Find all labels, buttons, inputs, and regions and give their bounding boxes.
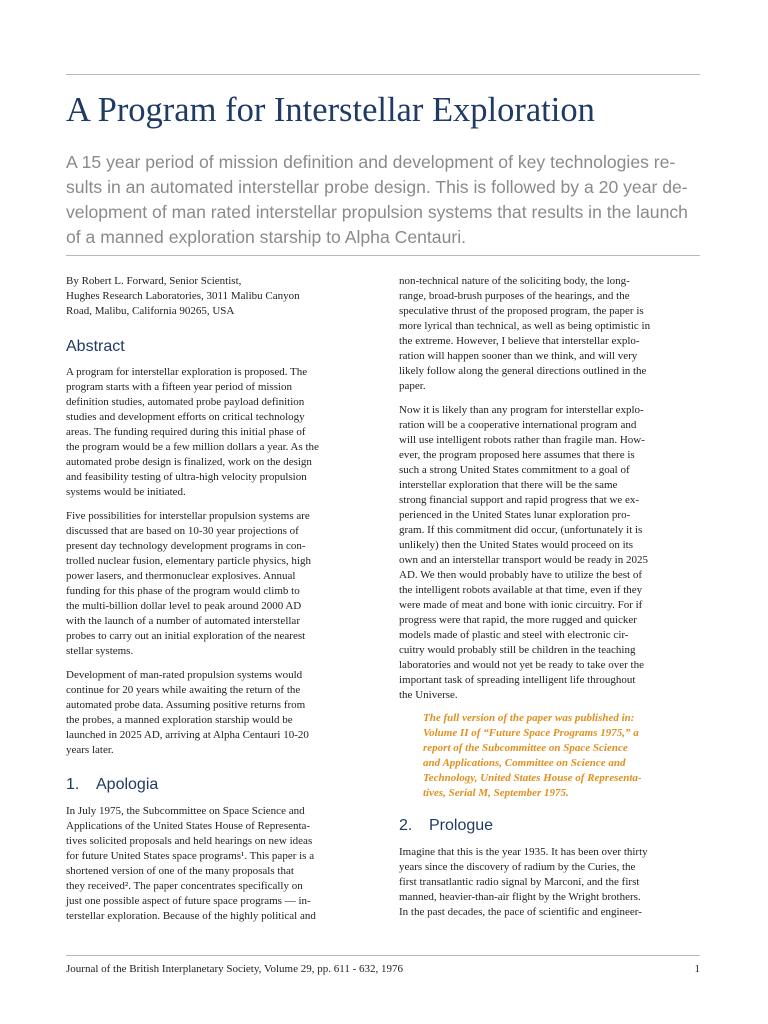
- text-line: with the launch of a number of automated interstellar: [66, 615, 300, 627]
- author-line: Hughes Research Laboratories, 3011 Malibu Canyon: [66, 290, 300, 302]
- note-line: The full version of the paper was published in:: [423, 712, 635, 724]
- abstract-paragraph-1: [66, 365, 366, 500]
- text-line: models made of plastic and steel with electronic cir-: [399, 629, 629, 641]
- text-line: they received². The paper concentrates specifically on: [66, 880, 303, 892]
- text-line: just one possible aspect of future space programs — in-: [66, 895, 311, 907]
- text-line: and feasibility testing of ultra-high velocity propulsion: [66, 471, 307, 483]
- author-line: Road, Malibu, California 90265, USA: [66, 305, 235, 317]
- section-title: Prologue: [429, 817, 494, 834]
- text-line: non-technical nature of the soliciting body, the long-: [399, 275, 630, 287]
- text-line: stellar systems.: [66, 645, 134, 657]
- text-line: interstellar exploration that there will be the same: [399, 479, 618, 491]
- text-line: manned, heavier-than-air flight by the Wright brothers.: [399, 891, 641, 903]
- text-line: the extreme. However, I believe that interstellar explo-: [399, 335, 640, 347]
- footer-rule: [66, 955, 700, 956]
- text-line: power lasers, and thermonuclear explosives. Annual: [66, 570, 296, 582]
- left-column: [66, 274, 366, 924]
- text-line: gram. If this commitment did occur, (unfortunately it is: [399, 524, 643, 536]
- author-line: By Robert L. Forward, Senior Scientist,: [66, 275, 242, 287]
- text-line: years since the discovery of radium by the Curies, the: [399, 861, 636, 873]
- text-line: launched in 2025 AD, arriving at Alpha Centauri 10-20: [66, 729, 309, 741]
- text-line: speculative thrust of the proposed program, the paper is: [399, 305, 644, 317]
- text-line: In July 1975, the Subcommittee on Space Science and: [66, 805, 305, 817]
- text-line: first transatlantic radio signal by Marconi, and the first: [399, 876, 640, 888]
- text-line: In the past decades, the pace of scientific and engineer-: [399, 906, 642, 918]
- text-line: the multi-billion dollar level to peak around 2000 AD: [66, 600, 302, 612]
- note-line: tives, Serial M, September 1975.: [423, 787, 569, 799]
- text-line: Now it is likely than any program for interstellar explo-: [399, 404, 644, 416]
- text-line: strong financial support and rapid progress that we ex-: [399, 494, 640, 506]
- text-line: ration will happen sooner than we think, and will very: [399, 350, 638, 362]
- paper-title: A Program for Interstellar Exploration: [66, 91, 595, 129]
- apologia-paragraph-1: [66, 804, 366, 924]
- text-line: more lyrical than technical, as well as being optimistic in: [399, 320, 651, 332]
- abstract-heading: Abstract: [66, 338, 125, 355]
- note-line: and Applications, Committee on Science and: [423, 757, 626, 769]
- lead-line: velopment of man rated interstellar propulsion systems that results in the launch: [66, 202, 688, 222]
- text-line: the probes, a manned exploration starship would be: [66, 714, 293, 726]
- publication-note: [399, 711, 699, 801]
- text-line: Development of man-rated propulsion systems would: [66, 669, 303, 681]
- prologue-paragraph-1: [399, 845, 699, 920]
- text-line: shortened version of one of the many proposals that: [66, 865, 294, 877]
- section-number: 2.: [399, 817, 413, 834]
- page-number: 1: [694, 963, 700, 975]
- text-line: ever, the program proposed here assumes that there is: [399, 449, 635, 461]
- text-line: program starts with a fifteen year period of mission: [66, 381, 293, 393]
- text-line: studies and development efforts on critical technology: [66, 411, 305, 423]
- text-line: range, broad-brush purposes of the hearings, and the: [399, 290, 630, 302]
- author-byline: [66, 274, 366, 319]
- text-line: tives solicited proposals and held hearings on new ideas: [66, 835, 313, 847]
- top-rule: [66, 74, 700, 75]
- text-line: unlikely) then the United States would proceed on its: [399, 539, 634, 551]
- text-line: paper.: [399, 380, 426, 392]
- note-line: Technology, United States House of Representa-: [423, 772, 642, 784]
- section-title: Apologia: [96, 776, 159, 793]
- text-line: Imagine that this is the year 1935. It has been over thirty: [399, 846, 648, 858]
- text-line: own and an interstellar transport would be ready in 2025: [399, 554, 648, 566]
- text-line: funding for this phase of the program would climb to: [66, 585, 300, 597]
- text-line: trolled nuclear fusion, elementary particle physics, high: [66, 555, 311, 567]
- apologia-paragraph-2: [399, 403, 699, 703]
- text-line: Applications of the United States House of Representa-: [66, 820, 311, 832]
- lead-summary: [66, 150, 706, 250]
- text-line: such a strong United States commitment to a goal of: [399, 464, 630, 476]
- prologue-heading: [399, 815, 699, 837]
- text-line: automated probe design is finalized, work on the design: [66, 456, 312, 468]
- text-line: perienced in the United States lunar exploration pro-: [399, 509, 631, 521]
- section-number: 1.: [66, 776, 80, 793]
- text-line: important task of spreading intelligent life throughout: [399, 674, 636, 686]
- note-line: report of the Subcommittee on Space Science: [423, 742, 628, 754]
- right-column: [399, 274, 699, 920]
- text-line: systems would be initiated.: [66, 486, 186, 498]
- text-line: AD. We then would probably have to utilize the best of: [399, 569, 642, 581]
- text-line: years later.: [66, 744, 114, 756]
- lead-line: of a manned exploration starship to Alpha Centauri.: [66, 227, 467, 247]
- text-line: will use intelligent robots rather than fragile man. How-: [399, 434, 645, 446]
- lead-line: A 15 year period of mission definition and development of key technologies re-: [66, 152, 676, 172]
- apologia-heading: [66, 774, 366, 796]
- text-line: likely follow along the general directions outlined in the: [399, 365, 647, 377]
- text-line: discussed that are based on 10-30 year projections of: [66, 525, 299, 537]
- text-line: the intelligent robots available at that time, even if they: [399, 584, 643, 596]
- text-line: Five possibilities for interstellar propulsion systems are: [66, 510, 310, 522]
- section-rule: [66, 255, 700, 256]
- text-line: probes to carry out an initial exploration of the nearest: [66, 630, 306, 642]
- text-line: laboratories and would not yet be ready to take over the: [399, 659, 644, 671]
- note-line: Volume II of “Future Space Programs 1975,” a: [423, 727, 639, 739]
- text-line: progress were that rapid, the more rugged and quicker: [399, 614, 637, 626]
- text-line: were made of meat and bone with ionic circuitry. For if: [399, 599, 643, 611]
- text-line: the Universe.: [399, 689, 458, 701]
- text-line: the program would be a few million dollars a year. As the: [66, 441, 319, 453]
- journal-citation: Journal of the British Interplanetary Society, Volume 29, pp. 611 - 632, 1976: [66, 963, 403, 975]
- text-line: continue for 20 years while awaiting the return of the: [66, 684, 301, 696]
- lead-line: sults in an automated interstellar probe design. This is followed by a 20 year de-: [66, 177, 688, 197]
- text-line: automated probe data. Assuming positive returns from: [66, 699, 306, 711]
- text-line: present day technology development programs in con-: [66, 540, 306, 552]
- abstract-paragraph-3: [66, 668, 366, 758]
- text-line: terstellar exploration. Because of the highly political and: [66, 910, 316, 922]
- apologia-paragraph-continued: [399, 274, 699, 394]
- text-line: A program for interstellar exploration is proposed. The: [66, 366, 308, 378]
- abstract-paragraph-2: [66, 509, 366, 659]
- text-line: areas. The funding required during this initial phase of: [66, 426, 306, 438]
- text-line: ration will be a cooperative international program and: [399, 419, 637, 431]
- text-line: cuitry would probably still be children in the teaching: [399, 644, 636, 656]
- text-line: definition studies, automated probe payload definition: [66, 396, 305, 408]
- text-line: for future United States space programs¹. This paper is a: [66, 850, 315, 862]
